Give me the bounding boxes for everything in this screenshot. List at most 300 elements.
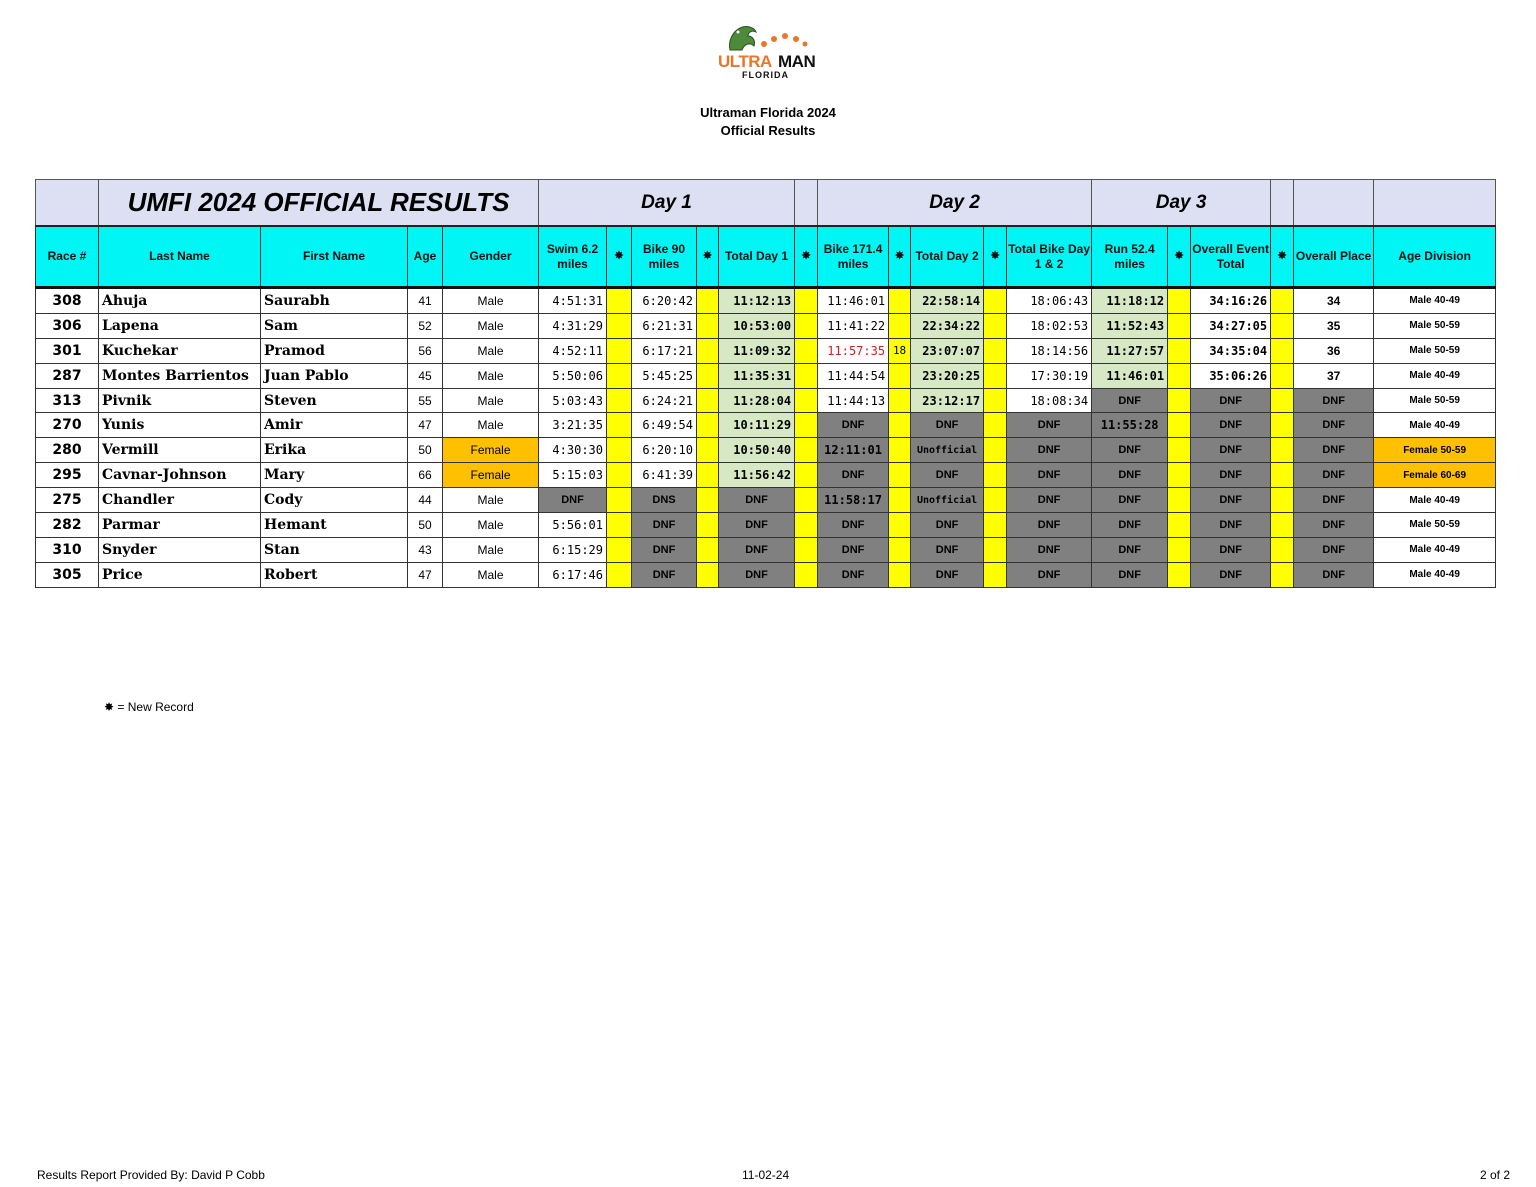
col-age: Age — [408, 226, 443, 288]
record-marker — [1168, 463, 1191, 488]
record-marker — [697, 388, 719, 413]
document-subtitle: Official Results — [720, 123, 816, 138]
record-star-icon: ✸ — [1271, 226, 1294, 288]
bike-day2-time: DNF — [818, 463, 889, 488]
record-marker — [697, 413, 719, 438]
record-marker — [1271, 363, 1294, 388]
run-time: DNF — [1092, 562, 1168, 587]
last-name: Chandler — [99, 488, 261, 513]
footer-date: 11-02-24 — [742, 1168, 790, 1182]
bike-day2-time: 11:44:54 — [818, 363, 889, 388]
gender: Male — [443, 313, 539, 338]
swim-time: 3:21:35 — [539, 413, 607, 438]
record-marker — [697, 513, 719, 538]
race-number: 308 — [36, 288, 99, 314]
band-spacer — [1271, 180, 1294, 227]
runner-dots-icon — [760, 32, 808, 50]
total-day2-time: DNF — [911, 413, 984, 438]
age-division: Male 40-49 — [1374, 413, 1496, 438]
last-name: Snyder — [99, 537, 261, 562]
record-marker — [984, 338, 1007, 363]
table-row — [36, 413, 1496, 438]
record-marker — [697, 438, 719, 463]
bike-day1-time: 6:17:21 — [632, 338, 697, 363]
record-marker — [984, 388, 1007, 413]
record-marker — [1271, 413, 1294, 438]
last-name: Montes Barrientos — [99, 363, 261, 388]
record-marker — [795, 313, 818, 338]
bike-day1-time: 6:21:31 — [632, 313, 697, 338]
bike-day2-time: 11:58:17 — [818, 488, 889, 513]
record-marker — [1168, 313, 1191, 338]
table-row — [36, 438, 1496, 463]
total-day1-time: DNF — [719, 537, 795, 562]
age-division: Male 50-59 — [1374, 513, 1496, 538]
header-band-row — [36, 180, 1496, 227]
overall-place: DNF — [1294, 438, 1374, 463]
age-division: Male 40-49 — [1374, 488, 1496, 513]
first-name: Robert — [261, 562, 408, 587]
last-name: Ahuja — [99, 288, 261, 314]
total-day1-time: DNF — [719, 513, 795, 538]
logo-man: MAN — [778, 52, 816, 71]
record-marker — [795, 438, 818, 463]
record-marker — [889, 413, 911, 438]
col-total-day1: Total Day 1 — [719, 226, 795, 288]
col-age-division: Age Division — [1374, 226, 1496, 288]
race-number: 305 — [36, 562, 99, 587]
record-marker — [984, 413, 1007, 438]
total-bike-time: 18:06:43 — [1007, 288, 1092, 314]
gender: Male — [443, 288, 539, 314]
swim-time: 6:17:46 — [539, 562, 607, 587]
bike-day2-time: DNF — [818, 413, 889, 438]
total-day2-time: DNF — [911, 463, 984, 488]
total-day1-time: 11:09:32 — [719, 338, 795, 363]
record-marker — [1271, 313, 1294, 338]
record-marker — [1168, 288, 1191, 314]
swim-time: 6:15:29 — [539, 537, 607, 562]
race-number: 295 — [36, 463, 99, 488]
record-marker — [1168, 338, 1191, 363]
last-name: Cavnar-Johnson — [99, 463, 261, 488]
swim-time: 4:51:31 — [539, 288, 607, 314]
record-marker — [697, 488, 719, 513]
record-marker — [607, 562, 632, 587]
first-name: Amir — [261, 413, 408, 438]
run-time: DNF — [1092, 463, 1168, 488]
record-star-icon: ✸ — [795, 226, 818, 288]
record-marker — [889, 363, 911, 388]
first-name: Stan — [261, 537, 408, 562]
age: 50 — [408, 438, 443, 463]
record-marker — [607, 513, 632, 538]
record-marker — [795, 513, 818, 538]
record-marker — [889, 537, 911, 562]
race-number: 275 — [36, 488, 99, 513]
total-day1-time: DNF — [719, 562, 795, 587]
bike-day2-time: 11:46:01 — [818, 288, 889, 314]
table-row — [36, 562, 1496, 587]
age-division: Male 40-49 — [1374, 363, 1496, 388]
overall-total-time: DNF — [1191, 488, 1271, 513]
record-marker — [889, 313, 911, 338]
swim-time: DNF — [539, 488, 607, 513]
overall-place: DNF — [1294, 488, 1374, 513]
record-marker — [1168, 388, 1191, 413]
race-number: 313 — [36, 388, 99, 413]
record-star-icon: ✸ — [607, 226, 632, 288]
column-header-row — [36, 226, 1496, 288]
table-row — [36, 288, 1496, 314]
record-marker — [795, 338, 818, 363]
overall-total-time: 34:35:04 — [1191, 338, 1271, 363]
overall-place: DNF — [1294, 463, 1374, 488]
total-day2-time: 23:20:25 — [911, 363, 984, 388]
record-marker — [795, 463, 818, 488]
table-row — [36, 463, 1496, 488]
total-day2-time: DNF — [911, 513, 984, 538]
swim-time: 4:30:30 — [539, 438, 607, 463]
overall-total-time: DNF — [1191, 513, 1271, 538]
footer-provider: Results Report Provided By: David P Cobb — [37, 1168, 265, 1182]
total-bike-time: 18:08:34 — [1007, 388, 1092, 413]
overall-total-time: DNF — [1191, 438, 1271, 463]
record-marker — [1168, 363, 1191, 388]
swim-time: 5:15:03 — [539, 463, 607, 488]
bike-day1-time: 6:20:42 — [632, 288, 697, 314]
alligator-icon — [726, 24, 760, 54]
bike-day2-time: DNF — [818, 513, 889, 538]
gender: Male — [443, 363, 539, 388]
overall-total-time: 35:06:26 — [1191, 363, 1271, 388]
record-marker — [984, 438, 1007, 463]
document-title: Ultraman Florida 2024 — [700, 105, 836, 120]
col-first-name: First Name — [261, 226, 408, 288]
band-empty — [36, 180, 99, 227]
overall-total-time: 34:27:05 — [1191, 313, 1271, 338]
age: 50 — [408, 513, 443, 538]
record-marker — [984, 363, 1007, 388]
record-marker — [607, 363, 632, 388]
run-time: DNF — [1092, 537, 1168, 562]
record-marker — [984, 537, 1007, 562]
bike-day1-time: DNF — [632, 537, 697, 562]
first-name: Pramod — [261, 338, 408, 363]
record-marker — [1271, 388, 1294, 413]
overall-total-time: DNF — [1191, 413, 1271, 438]
total-bike-time: DNF — [1007, 513, 1092, 538]
total-day2-time: 23:12:17 — [911, 388, 984, 413]
record-marker — [1168, 513, 1191, 538]
gender: Male — [443, 537, 539, 562]
age: 47 — [408, 413, 443, 438]
record-marker — [607, 438, 632, 463]
last-name: Vermill — [99, 438, 261, 463]
run-time: DNF — [1092, 513, 1168, 538]
gender: Female — [443, 463, 539, 488]
gender: Male — [443, 413, 539, 438]
total-bike-time: DNF — [1007, 562, 1092, 587]
gender: Male — [443, 338, 539, 363]
col-total-day2: Total Day 2 — [911, 226, 984, 288]
total-day1-time: 11:12:13 — [719, 288, 795, 314]
age-division: Male 40-49 — [1374, 562, 1496, 587]
record-marker — [889, 562, 911, 587]
age-division: Male 50-59 — [1374, 388, 1496, 413]
record-marker: 18 — [889, 338, 911, 363]
col-overall-place: Overall Place — [1294, 226, 1374, 288]
record-marker — [607, 413, 632, 438]
gender: Female — [443, 438, 539, 463]
overall-place: DNF — [1294, 513, 1374, 538]
first-name: Sam — [261, 313, 408, 338]
overall-place: DNF — [1294, 537, 1374, 562]
total-bike-time: DNF — [1007, 413, 1092, 438]
run-time: DNF — [1092, 488, 1168, 513]
record-marker — [1271, 438, 1294, 463]
band-day-3: Day 3 — [1092, 180, 1271, 227]
race-number: 306 — [36, 313, 99, 338]
overall-place: 36 — [1294, 338, 1374, 363]
record-marker — [1271, 463, 1294, 488]
record-marker — [984, 463, 1007, 488]
total-day1-time: 10:50:40 — [719, 438, 795, 463]
footer-page: 2 of 2 — [1480, 1168, 1511, 1182]
total-day1-time: 11:56:42 — [719, 463, 795, 488]
record-star-icon: ✸ — [697, 226, 719, 288]
age-division: Male 40-49 — [1374, 288, 1496, 314]
total-day2-time: DNF — [911, 562, 984, 587]
bike-day1-time: 6:41:39 — [632, 463, 697, 488]
race-number: 280 — [36, 438, 99, 463]
logo-ultra: ULTRA — [718, 52, 772, 71]
bike-day2-time: 11:57:35 — [818, 338, 889, 363]
overall-place: 34 — [1294, 288, 1374, 314]
age: 52 — [408, 313, 443, 338]
record-star-icon: ✸ — [889, 226, 911, 288]
col-race: Race # — [36, 226, 99, 288]
record-marker — [1271, 537, 1294, 562]
bike-day1-time: DNS — [632, 488, 697, 513]
gender: Male — [443, 388, 539, 413]
legend-new-record: ✸ = New Record — [104, 700, 194, 714]
record-marker — [697, 537, 719, 562]
run-time: 11:55:28 — [1092, 413, 1168, 438]
run-time: 11:46:01 — [1092, 363, 1168, 388]
record-marker — [1271, 513, 1294, 538]
run-time: 11:18:12 — [1092, 288, 1168, 314]
total-bike-time: 18:02:53 — [1007, 313, 1092, 338]
age: 47 — [408, 562, 443, 587]
age-division: Female 50-59 — [1374, 438, 1496, 463]
age-division: Male 50-59 — [1374, 313, 1496, 338]
last-name: Yunis — [99, 413, 261, 438]
table-row — [36, 537, 1496, 562]
col-run: Run 52.4 miles — [1092, 226, 1168, 288]
record-marker — [697, 463, 719, 488]
age: 55 — [408, 388, 443, 413]
last-name: Price — [99, 562, 261, 587]
record-marker — [795, 388, 818, 413]
record-marker — [607, 338, 632, 363]
bike-day1-time: DNF — [632, 513, 697, 538]
table-row — [36, 488, 1496, 513]
age: 44 — [408, 488, 443, 513]
overall-place: DNF — [1294, 388, 1374, 413]
overall-total-time: DNF — [1191, 562, 1271, 587]
bike-day1-time: 6:24:21 — [632, 388, 697, 413]
age: 43 — [408, 537, 443, 562]
record-marker — [607, 388, 632, 413]
bike-day1-time: 5:45:25 — [632, 363, 697, 388]
age: 56 — [408, 338, 443, 363]
age-division: Male 40-49 — [1374, 537, 1496, 562]
first-name: Cody — [261, 488, 408, 513]
record-star-icon: ✸ — [1168, 226, 1191, 288]
record-marker — [984, 288, 1007, 314]
record-marker — [889, 288, 911, 314]
total-day2-time: DNF — [911, 537, 984, 562]
gender: Male — [443, 513, 539, 538]
record-marker — [607, 288, 632, 314]
record-marker — [795, 288, 818, 314]
bike-day2-time: 12:11:01 — [818, 438, 889, 463]
total-bike-time: DNF — [1007, 537, 1092, 562]
col-gender: Gender — [443, 226, 539, 288]
total-day2-time: Unofficial — [911, 488, 984, 513]
age-division: Female 60-69 — [1374, 463, 1496, 488]
record-marker — [607, 537, 632, 562]
last-name: Kuchekar — [99, 338, 261, 363]
race-number: 270 — [36, 413, 99, 438]
first-name: Juan Pablo — [261, 363, 408, 388]
total-day2-time: Unofficial — [911, 438, 984, 463]
run-time: DNF — [1092, 388, 1168, 413]
bike-day2-time: DNF — [818, 537, 889, 562]
record-marker — [697, 338, 719, 363]
bike-day1-time: DNF — [632, 562, 697, 587]
record-marker — [795, 413, 818, 438]
band-spacer — [795, 180, 818, 227]
table-row — [36, 513, 1496, 538]
overall-place: DNF — [1294, 562, 1374, 587]
record-marker — [795, 488, 818, 513]
swim-time: 5:56:01 — [539, 513, 607, 538]
total-day2-time: 22:34:22 — [911, 313, 984, 338]
bike-day1-time: 6:49:54 — [632, 413, 697, 438]
record-marker — [889, 463, 911, 488]
col-overall-total: Overall Event Total — [1191, 226, 1271, 288]
col-swim: Swim 6.2 miles — [539, 226, 607, 288]
record-marker — [607, 463, 632, 488]
bike-day1-time: 6:20:10 — [632, 438, 697, 463]
overall-place: DNF — [1294, 413, 1374, 438]
record-marker — [1168, 537, 1191, 562]
record-marker — [1168, 438, 1191, 463]
age: 66 — [408, 463, 443, 488]
first-name: Erika — [261, 438, 408, 463]
record-marker — [1271, 338, 1294, 363]
record-marker — [697, 288, 719, 314]
age-division: Male 50-59 — [1374, 338, 1496, 363]
last-name: Lapena — [99, 313, 261, 338]
record-marker — [795, 562, 818, 587]
total-bike-time: 18:14:56 — [1007, 338, 1092, 363]
overall-total-time: DNF — [1191, 463, 1271, 488]
record-marker — [1271, 488, 1294, 513]
total-day1-time: 11:35:31 — [719, 363, 795, 388]
overall-total-time: DNF — [1191, 388, 1271, 413]
swim-time: 5:50:06 — [539, 363, 607, 388]
run-time: 11:27:57 — [1092, 338, 1168, 363]
bike-day2-time: DNF — [818, 562, 889, 587]
col-bike-day1: Bike 90 miles — [632, 226, 697, 288]
record-star-icon: ✸ — [984, 226, 1007, 288]
race-number: 301 — [36, 338, 99, 363]
total-day1-time: 10:53:00 — [719, 313, 795, 338]
col-bike-day2: Bike 171.4 miles — [818, 226, 889, 288]
total-bike-time: DNF — [1007, 488, 1092, 513]
record-marker — [984, 513, 1007, 538]
age: 45 — [408, 363, 443, 388]
band-day-1: Day 1 — [539, 180, 795, 227]
record-marker — [889, 388, 911, 413]
race-number: 287 — [36, 363, 99, 388]
record-marker — [1271, 288, 1294, 314]
record-marker — [795, 537, 818, 562]
run-time: DNF — [1092, 438, 1168, 463]
total-bike-time: 17:30:19 — [1007, 363, 1092, 388]
total-day2-time: 23:07:07 — [911, 338, 984, 363]
record-marker — [607, 313, 632, 338]
record-marker — [1168, 562, 1191, 587]
record-marker — [984, 313, 1007, 338]
record-marker — [889, 513, 911, 538]
record-marker — [1271, 562, 1294, 587]
overall-place: 37 — [1294, 363, 1374, 388]
first-name: Steven — [261, 388, 408, 413]
total-bike-time: DNF — [1007, 463, 1092, 488]
first-name: Saurabh — [261, 288, 408, 314]
total-day2-time: 22:58:14 — [911, 288, 984, 314]
record-marker — [697, 313, 719, 338]
overall-place: 35 — [1294, 313, 1374, 338]
race-number: 310 — [36, 537, 99, 562]
total-day1-time: 10:11:29 — [719, 413, 795, 438]
band-empty — [1294, 180, 1374, 227]
table-row — [36, 338, 1496, 363]
record-marker — [697, 363, 719, 388]
table-row — [36, 313, 1496, 338]
bike-day2-time: 11:44:13 — [818, 388, 889, 413]
results-table — [35, 179, 1496, 588]
swim-time: 4:31:29 — [539, 313, 607, 338]
swim-time: 5:03:43 — [539, 388, 607, 413]
first-name: Mary — [261, 463, 408, 488]
band-empty — [1374, 180, 1496, 227]
col-total-bike: Total Bike Day 1 & 2 — [1007, 226, 1092, 288]
banner-title: UMFI 2024 OFFICIAL RESULTS — [99, 180, 539, 227]
total-day1-time: 11:28:04 — [719, 388, 795, 413]
bike-day2-time: 11:41:22 — [818, 313, 889, 338]
total-bike-time: DNF — [1007, 438, 1092, 463]
race-number: 282 — [36, 513, 99, 538]
record-marker — [697, 562, 719, 587]
record-marker — [795, 363, 818, 388]
overall-total-time: DNF — [1191, 537, 1271, 562]
gender: Male — [443, 488, 539, 513]
